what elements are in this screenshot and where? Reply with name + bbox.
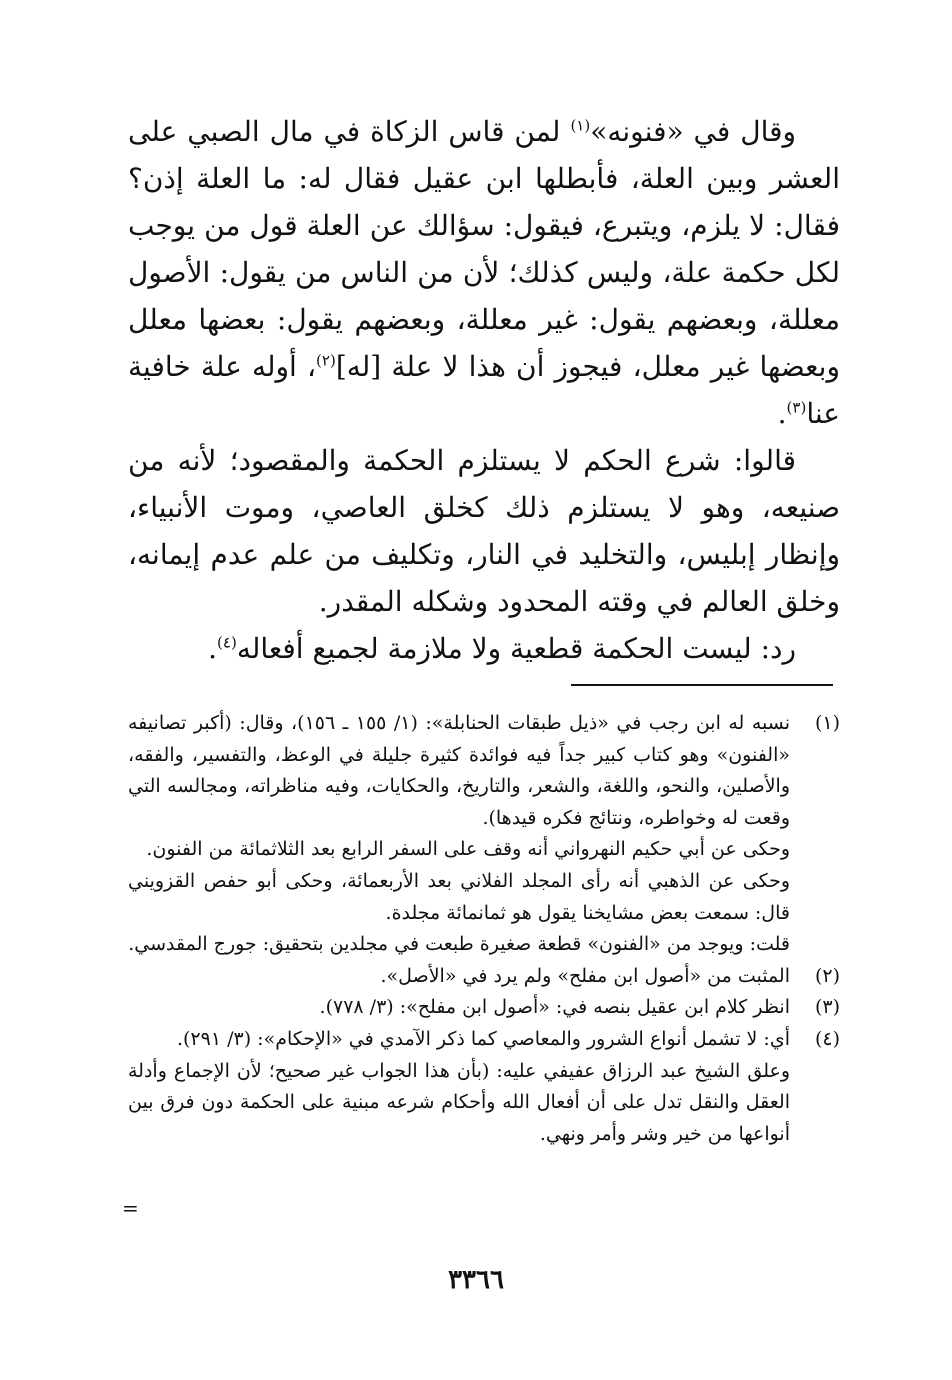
footnote-ref-2: (٢) (316, 351, 336, 370)
footnote-paragraph: المثبت من «أصول ابن مفلح» ولم يرد في «الأصل». (380, 964, 790, 987)
footnote-number: (٢) (814, 964, 840, 987)
footnote-paragraph: وحكى عن الذهبي أنه رأى المجلد الفلاني بعد الأربعمائة، وحكى أبو حفص القزويني قال: سمعت بعض مشايخنا يقول هو ثمانمائة مجلدة. (128, 869, 790, 924)
footnote-paragraph: وحكى عن أبي حكيم النهرواني أنه وقف على السفر الرابع بعد الثلاثمائة من الفنون. (146, 838, 790, 861)
footnote-paragraph: قلت: ويوجد من «الفنون» قطعة صغيرة طبعت في مجلدين بتحقيق: جورج المقدسي. (128, 933, 790, 956)
footnote-4 (128, 1024, 840, 1150)
footnote-body (128, 1024, 790, 1150)
main-paragraph-1 (128, 108, 840, 437)
footnote-1 (128, 708, 840, 961)
footnote-number: (٣) (814, 996, 840, 1019)
footnote-body (128, 992, 790, 1024)
main-paragraph-1-part-c: ، أوله علة خافية عنا (128, 350, 840, 430)
main-paragraph-1-part-b: لمن قاس الزكاة في مال الصبي على العشر وبين العلة، فأبطلها ابن عقيل فقال له: ما العلة إذن؟ فقال: لا يلزم، ويتبرع، فيقول: سؤالك عن العلة قول من يوجب لكل حكمة علة، وليس كذلك؛ لأن من الناس من يقول: الأصول معللة، وبعضهم يقول: غير معللة، وبعضهم يقول: بعضها معلل وبعضها غير معلل، فيجوز أن هذا لا علة [له] (128, 115, 840, 383)
footnote-paragraph: وعلق الشيخ عبد الرزاق عفيفي عليه: (بأن هذا الجواب غير صحيح؛ لأن الإجماع وأدلة العقل والنقل تدل على أن أفعال الله وأحكام شرعه مبنية على الحكمة دون فرق بين أنواعها من خير وشر وأمر ونهي. (128, 1059, 790, 1145)
main-paragraph-1-part-a: وقال في «فنونه» (590, 115, 797, 148)
footnote-ref-1: (١) (570, 116, 591, 135)
footnote-body (128, 961, 790, 993)
footnote-2 (128, 961, 840, 993)
footnote-paragraph: أي: لا تشمل أنواع الشرور والمعاصي كما ذكر الآمدي في «الإحكام»: (٣/ ٢٩١). (176, 1027, 790, 1050)
footnote-ref-3: (٣) (786, 398, 807, 417)
footnote-3 (128, 992, 840, 1024)
continuation-mark: = (122, 1196, 139, 1220)
main-paragraph-3-part-a: رد: ليست الحكمة قطعية ولا ملازمة لجميع أفعاله (236, 632, 796, 665)
footnote-paragraph: انظر كلام ابن عقيل بنصه في: «أصول ابن مفلح»: (٣/ ٧٧٨). (319, 996, 790, 1019)
main-paragraph-1-part-d: . (777, 397, 787, 430)
main-paragraph-2: قالوا: شرع الحكم لا يستلزم الحكمة والمقصود؛ لأنه من صنيعه، وهو لا يستلزم ذلك كخلق العاصي، وموت الأنبياء، وإنظار إبليس، والتخليد في النار، وتكليف من علم عدم إيمانه، وخلق العالم في وقته المحدود وشكله المقدر. (128, 444, 840, 618)
page-number: ٣٣٦٦ (448, 1265, 504, 1295)
main-paragraph-3 (128, 625, 840, 672)
main-text (128, 108, 840, 672)
footnote-number: (١) (814, 712, 840, 734)
footnote-ref-4: (٤) (217, 633, 237, 652)
main-paragraph-3-part-b: . (208, 632, 218, 665)
footnote-body (128, 708, 790, 961)
footnotes (128, 708, 840, 1150)
footnote-separator (571, 684, 833, 686)
footnote-number: (٤) (814, 1027, 840, 1050)
footnote-paragraph: نسبه له ابن رجب في «ذيل طبقات الحنابلة»: (١/ ١٥٥ ـ ١٥٦)، وقال: (أكبر تصانيفه «الفنون» وهو كتاب كبير جداً فيه فوائدة كثيرة جليلة في الوعظ، والتفسير، والفقه، والأصلين، والنحو، واللغة، والشعر، والتاريخ، والحكايات، وفيه مناظراته، ومجالسه التي وقعت له وخواطره، ونتائج فكره قيدها). (128, 712, 790, 829)
